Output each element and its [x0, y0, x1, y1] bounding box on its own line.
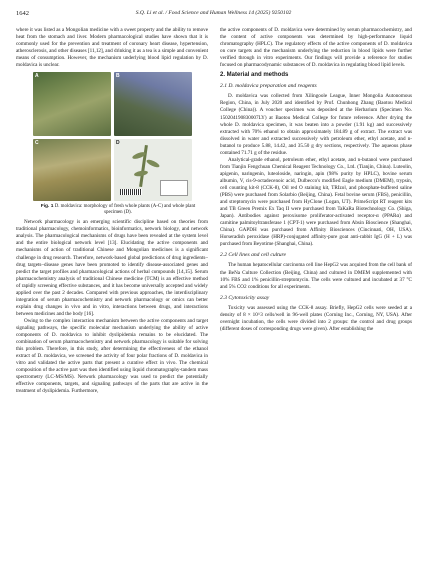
panel-label-c: C: [35, 140, 39, 147]
intro-paragraph-left: where it was listed as a Mongolian medicine with a sweet property and the ability to remove heat from the stomach and liver. Modern pharmacological studies have shown that it is commonly used for the prevention and treatment of coronary heart disease, hypertension, atherosclerosis, and other diseases [11,12], and drinking it as a tea is a simple and convenient means of consumption. However, the mechanism underlying blood lipid regulation by D. moldavica is unclear.: [16, 27, 208, 69]
subsection-heading-2-2: 2.2 Cell lines and cell culture: [220, 252, 286, 259]
figure-caption: [38, 204, 198, 216]
figure-caption-label: Fig. 1: [40, 204, 54, 210]
panel-label-b: B: [116, 73, 120, 80]
subsection-heading-2-1: 2.1 D. moldavica preparation and reagents: [220, 83, 317, 90]
figure-1: [16, 72, 208, 215]
right-column: [220, 27, 412, 333]
page-number: 1642: [16, 10, 29, 17]
plant-photo-c: [33, 139, 111, 201]
paragraph-collection: D. moldavica was collected from Xilingoole League, Inner Mongolia Autonomous Region, China, in July 2020 and identified by Prof. Chunhong Zhang (Baotou Medical College (China)). A voucher specimen was deposited at the Herbarium (Specimen No. 150204190830007LY) at Baotou Medical College for future reference. After drying the whole D. moldavica specimen, it was beaten into a powder (1.91 kg) and successively extracted with 70% ethanol to obtain approximately 184.89 g of extract. The extract was dissolved in water and extracted successively with petroleum ether, ethyl acetate, and n-butanol to produce 5.88, 14.42, and 35.50 g dry sections, respectively. The aqueous phase contained 71.71 g of the residue.: [220, 93, 412, 156]
panel-label-d: D: [116, 140, 120, 147]
panel-label-a: A: [35, 73, 39, 80]
specimen-leaf: [146, 159, 161, 169]
herbarium-specimen-photo: [114, 139, 192, 201]
paragraph-study-rationale: Owing to the complex interaction mechanism between the active components and target signaling pathways, the specific molecular mechanism underlying the ability of active components of D. moldavica to inhibit dyslipidemia remains to be elucidated. The combination of serum pharmacochemistry and network pharmacology is suitable for solving this problem. Therefore, in this study, after determining the effectiveness of the ethanol extract of D. moldavica, we screened the activity of four polar fractions of D. moldavica in vitro and validated the active parts that present a curative effect in vivo. The chemical composition of the active part was then identified using liquid chromatography-tandem mass spectrometry (LC-MS/MS). Network pharmacology was used to predict the potentially effective components, targets, and signaling pathways of the parts that are active in the treatment of dyslipidemia. Furthermore,: [16, 317, 208, 395]
subsection-heading-2-3: 2.3 Cytotoxicity assay: [220, 294, 270, 301]
specimen-barcode: [120, 189, 142, 195]
section-heading-methods: 2. Material and methods: [220, 72, 289, 79]
paragraph-cell-culture: The human hepatocellular carcinoma cell line HepG2 was acquired from the cell bank of the BeNa Culture Collection (Beijing, China) and cultured in DMEM supplemented with 10% FBS and 1% penicillin-streptomycin. The cells were cultured and incubated at 37 °C and 5% CO2 conditions for all experiments.: [220, 262, 412, 290]
specimen-label-sheet: [160, 180, 188, 196]
figure-caption-text: D. moldavica: morphology of fresh whole plants (A-C) and whole plant specimen (D).: [53, 204, 196, 216]
running-header: [0, 10, 427, 22]
plant-photo-b: [114, 72, 192, 136]
paragraph-network-pharmacology: Network pharmacology is an emerging scientific discipline based on theories from traditional pharmacology, chemoinformatics, bioinformatics, network biology, and network analysis. The pharmacological mechanisms of drugs have been revealed at the system level and the entire biological network level [13]. Elucidating the active components and mechanisms of action of traditional Chinese and Mongolian medicines is a significant challenge in drug research. Therefore, network-based global predictions of drug ingredients–drug targets–disease genes have been promoted to identify disease-associated genes and predict the target profiles and pharmacological actions of herbal compounds [14,15]. Serum pharmacochemistry analysis of traditional Chinese medicine (TCM) is an effective method of rapidly screening effective substances, and it has become universally accepted and widely applied over the past 2 decades. Compared with previous approaches, the interdisciplinary integration of serum pharmacochemistry and network pharmacology or omics can better explain drug changes in vivo and in vitro, interactions between drugs, and interactions between medicines and the body [16].: [16, 219, 208, 317]
paragraph-reagents: Analytical-grade ethanol, petroleum ether, ethyl acetate, and n-butanol were purchased from Tianjin Fengchuan Chemical Reagent Technology Co., Ltd. (Tianjin, China). Luteolin, apigenin, naringenin, luteoloside, naringin, apin (98% purity by HPLC), bovine serum albumin, V, cis-9-octadecenoic acid, Dulbecco's modified Eagle medium (DMEM), trypsin, cell counting kit-8 (CCK-8), Oil red O staining kit, TRIzol, and phosphate-buffered saline (PBS) were purchased from Solarbio (Beijing, China). Fetal bovine serum (FBS), penicillin, and streptomycin were purchased from HyClone (Logan, UT). PrimeScript RT reagent kits and TB Green Premix Ex Taq II were purchased from TaKaRa Biotechnology Co. (Shiga, Japan). Antibodies against peroxisome proliferator-activated receptor-α (PPARα) and carnitine palmitoyltransferase 1 (CPT-1) were purchased from Absin Bioscience (Shanghai, China). GAPDH was purchased from Affinity Biosciences (Cincinnati, OH, USA). Horseradish peroxidase (HRP)-conjugated affinity-pure goat anti-rabbit IgG (H + L) was purchased from Beyotime (Shanghai, China).: [220, 156, 412, 248]
intro-paragraph-right: the active components of D. moldavica were determined by serum pharmacochemistry, and the content of active components was determined by high-performance liquid chromatography (HPLC). The regulatory effects of the active components of D. moldavica on core targets and the mechanism underlying the reduction in blood lipids were further verified through in vitro experiments. Our findings will provide a reference for studies focused on pharmacodynamic substances of D. moldavica in regulating blood lipid levels.: [220, 27, 412, 69]
left-column: [16, 27, 208, 395]
paragraph-cytotoxicity: Toxicity was assessed using the CCK-8 assay. Briefly, HepG2 cells were seeded at a density of 8 × 10^3 cells/well in 96-well plates (Corning Inc., Corning, NY, USA). After overnight incubation, the cells were divided into 2 groups: the control and drug groups (different doses of corresponding drugs were given). After establishing the: [220, 304, 412, 332]
journal-citation: S.Q. Li et al. / Food Science and Human Wellness 14 (2025) 9250102: [135, 10, 292, 16]
plant-photo-a: [33, 72, 111, 136]
